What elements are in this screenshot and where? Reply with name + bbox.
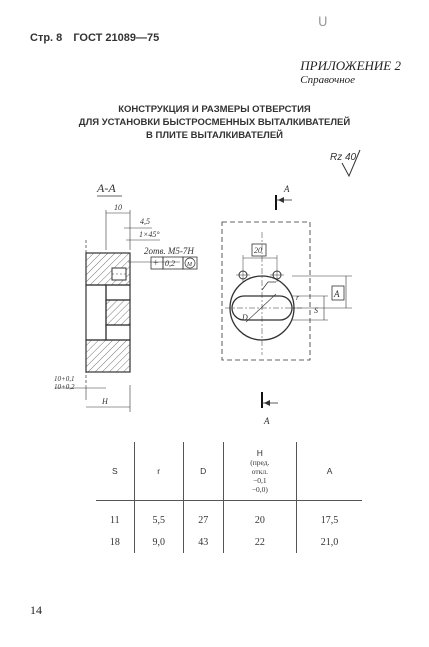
table-cell: 21,0 xyxy=(297,531,362,553)
standard-number: ГОСТ 21089—75 xyxy=(73,32,160,44)
title-line-3: В ПЛИТЕ ВЫТАЛКИВАТЕЛЕЙ xyxy=(146,130,283,141)
table-header-row xyxy=(96,442,362,501)
label-A-box: А xyxy=(334,289,340,299)
col-header-S: S xyxy=(96,442,134,501)
plan-view xyxy=(222,222,352,360)
appendix-title: ПРИЛОЖЕНИЕ 2 xyxy=(300,58,401,73)
bore-dim-top: 10+0,1 xyxy=(54,375,75,383)
table-row xyxy=(96,531,362,553)
col-header-H xyxy=(223,442,296,501)
dim-4-5: 4,5 xyxy=(140,217,150,226)
corner-mark: ᑌ xyxy=(318,14,328,29)
bore-left xyxy=(86,285,106,340)
table-row xyxy=(96,501,362,532)
h-sub-4: −0,0) xyxy=(251,485,268,494)
thickness-label: Н xyxy=(102,397,108,406)
col-header-A: A xyxy=(297,442,362,501)
title-line-2: ДЛЯ УСТАНОВКИ БЫСТРОСМЕННЫХ ВЫТАЛКИВАТЕЛЕЙ xyxy=(78,117,351,128)
table-cell: 17,5 xyxy=(297,501,362,532)
hatched-part-bottom xyxy=(86,340,130,372)
cut-label-bottom: А xyxy=(264,416,270,426)
h-sub-3: −0,1 xyxy=(253,476,267,485)
chamfer-dim: 1×45° xyxy=(139,230,160,239)
section-view xyxy=(86,240,130,385)
title-line-1: КОНСТРУКЦИЯ И РАЗМЕРЫ ОТВЕРСТИЯ xyxy=(118,104,311,115)
label-S: S xyxy=(314,306,318,315)
cut-marker-bottom xyxy=(262,392,278,426)
slot-top xyxy=(106,285,130,300)
threaded-hole xyxy=(112,268,126,280)
holes-note: 2отв. М5-7Н xyxy=(144,246,194,256)
table-cell: 43 xyxy=(183,531,223,553)
page-number: 14 xyxy=(30,603,42,617)
tolerance-value: 0,2 xyxy=(165,259,175,268)
tolerance-modifier: М xyxy=(187,262,192,268)
table-cell: 18 xyxy=(109,536,120,548)
table-cell: 9,0 xyxy=(134,531,183,553)
table-cell: 11 xyxy=(110,514,120,526)
svg-text:+: + xyxy=(153,258,159,269)
roughness-symbol xyxy=(330,150,360,176)
cut-marker-top xyxy=(276,184,292,210)
appendix-subtitle: Справочное xyxy=(300,74,356,86)
h-sub-1: (пред. xyxy=(250,458,270,467)
slot-bottom xyxy=(106,325,130,340)
page-label: Стр. 8 xyxy=(30,32,63,44)
table-cell: 5,5 xyxy=(134,501,183,532)
bore-dim-bottom: 10+0,2 xyxy=(54,383,75,391)
dim-10: 10 xyxy=(114,203,122,212)
table-cell: 22 xyxy=(223,531,296,553)
h-sub-2: откл. xyxy=(251,467,268,476)
hatched-part-middle xyxy=(106,300,130,325)
cut-label-top: А xyxy=(284,184,290,194)
label-r: r xyxy=(296,293,300,302)
col-header-H-label: H xyxy=(256,448,263,458)
col-header-r: r xyxy=(134,442,183,501)
dimensions-table xyxy=(96,442,362,553)
table-cell: 27 xyxy=(183,501,223,532)
section-label: А-А xyxy=(97,181,116,195)
table-cell: 20 xyxy=(223,501,296,532)
col-header-D: D xyxy=(183,442,223,501)
dim-20: 20 xyxy=(254,246,262,255)
label-D: D xyxy=(242,313,248,322)
roughness-label: Rz 40 xyxy=(330,152,357,163)
